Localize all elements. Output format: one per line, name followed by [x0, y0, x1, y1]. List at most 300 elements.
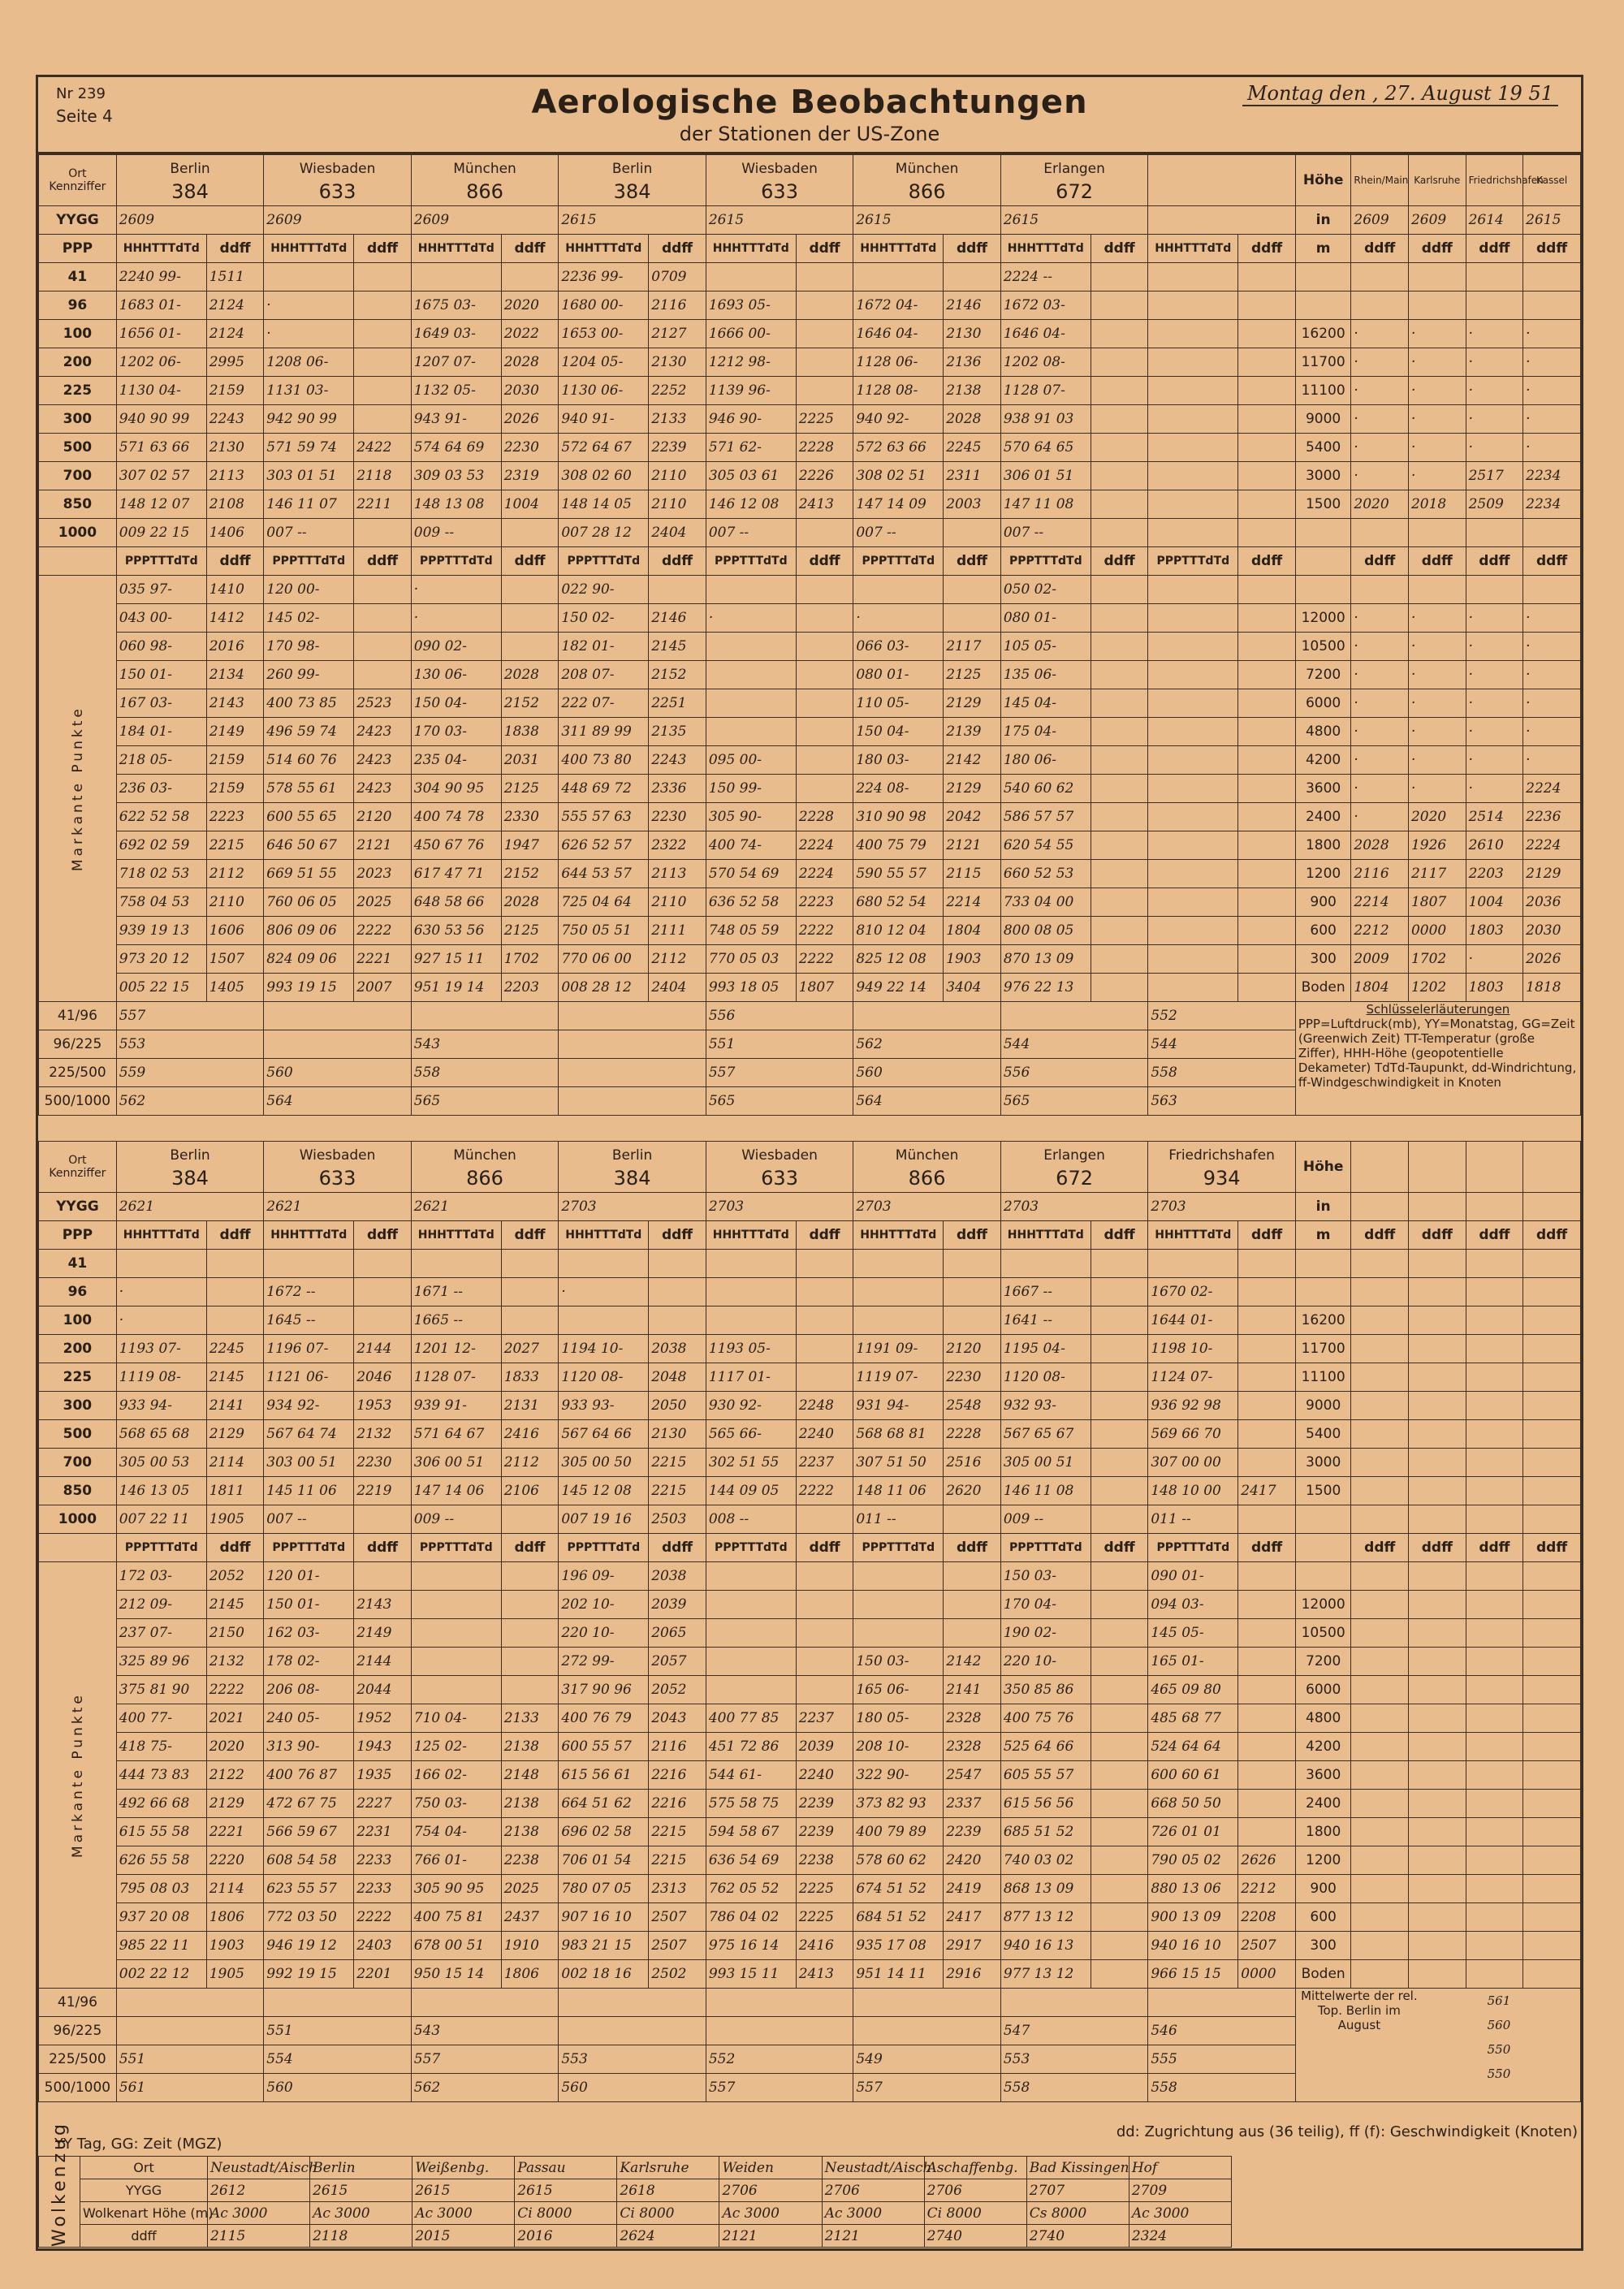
right-value: [1351, 1761, 1409, 1790]
value-cell: 900 13 09: [1148, 1903, 1238, 1932]
value-cell: [944, 1562, 1001, 1591]
value-cell: 2917: [944, 1932, 1001, 1960]
value-cell: 2237: [796, 1449, 853, 1477]
pressure-level: 700: [39, 462, 117, 490]
right-value: [1409, 1392, 1466, 1420]
right-value: [1409, 1818, 1466, 1846]
value-cell: [1148, 434, 1238, 462]
col-ddff: ddff: [1409, 1534, 1466, 1562]
wolkenzug-cell: 2709: [1129, 2179, 1231, 2202]
station-name: Wiesbaden: [299, 161, 376, 177]
value-cell: [944, 1250, 1001, 1278]
value-cell: 150 01-: [116, 661, 206, 689]
value-cell: [1238, 746, 1296, 775]
right-value: [1523, 1591, 1581, 1619]
value-cell: [1091, 1648, 1148, 1676]
value-cell: 2132: [354, 1420, 412, 1449]
value-cell: 007 --: [264, 1505, 354, 1534]
value-cell: 144 09 05: [706, 1477, 796, 1505]
value-cell: 2423: [354, 718, 412, 746]
value-cell: 235 04-: [411, 746, 501, 775]
value-cell: [501, 1619, 559, 1648]
value-cell: 936 92 98: [1148, 1392, 1238, 1420]
value-cell: 605 55 57: [1000, 1761, 1091, 1790]
value-cell: 2239: [796, 1790, 853, 1818]
value-cell: 938 91 03: [1000, 405, 1091, 434]
value-cell: 135 06-: [1000, 661, 1091, 689]
mk-row: [39, 1733, 1581, 1761]
value-cell: [1238, 263, 1296, 292]
value-cell: [501, 263, 559, 292]
height-value: [1295, 292, 1351, 320]
value-cell: 669 51 55: [264, 860, 354, 888]
station-header-row: [39, 155, 1581, 206]
height-value: 3600: [1295, 775, 1351, 803]
value-cell: 868 13 09: [1000, 1875, 1091, 1903]
right-value: [1351, 1648, 1409, 1676]
value-cell: 1807: [796, 974, 853, 1002]
value-cell: [1091, 718, 1148, 746]
value-cell: 570 54 69: [706, 860, 796, 888]
row-label: YYGG: [80, 2179, 208, 2202]
value-cell: 824 09 06: [264, 945, 354, 974]
value-cell: 146 13 05: [116, 1477, 206, 1505]
wolkenzug-cell: 2706: [924, 2179, 1026, 2202]
value-cell: [1148, 803, 1238, 831]
height-value: 10500: [1295, 633, 1351, 661]
value-cell: [264, 1250, 354, 1278]
wolkenzug-cell: Hof: [1129, 2157, 1231, 2179]
height-value: 3600: [1295, 1761, 1351, 1790]
value-cell: 110 05-: [853, 689, 944, 718]
value-cell: [649, 1306, 706, 1335]
value-cell: [706, 1306, 796, 1335]
value-cell: 973 20 12: [116, 945, 206, 974]
value-cell: 623 55 57: [264, 1875, 354, 1903]
mean-value: [853, 2017, 1001, 2045]
right-value: 2234: [1523, 462, 1581, 490]
right-value: 2030: [1523, 917, 1581, 945]
value-cell: 1194 10-: [559, 1335, 649, 1363]
height-value: Boden: [1295, 974, 1351, 1002]
value-cell: 2141: [206, 1392, 264, 1420]
value-cell: 680 52 54: [853, 888, 944, 917]
height-value: 16200: [1295, 320, 1351, 348]
value-cell: 2043: [649, 1704, 706, 1733]
mean-value: [1148, 1989, 1296, 2017]
wolkenzug-cell: 2706: [719, 2179, 822, 2202]
value-cell: [1238, 519, 1296, 547]
mk-row: [39, 1875, 1581, 1903]
height-value: 1500: [1295, 490, 1351, 519]
mk-row: [39, 803, 1581, 831]
value-cell: 2110: [649, 462, 706, 490]
value-cell: 011 --: [1148, 1505, 1238, 1534]
block2-table: [38, 1141, 1581, 2102]
value-cell: 600 55 57: [559, 1733, 649, 1761]
value-cell: 418 75-: [116, 1733, 206, 1761]
ppp-row: [39, 405, 1581, 434]
right-value: [1408, 576, 1466, 604]
mk-row: [39, 831, 1581, 860]
value-cell: [354, 1278, 412, 1306]
station-code: 384: [613, 180, 651, 203]
value-cell: 758 04 53: [116, 888, 206, 917]
right-station-2: [1466, 1142, 1523, 1193]
value-cell: 2025: [354, 888, 412, 917]
col-ddff: ddff: [1351, 235, 1409, 263]
station-4: [706, 1142, 853, 1193]
value-cell: 2230: [501, 434, 559, 462]
value-cell: 678 00 51: [411, 1932, 501, 1960]
value-cell: [1238, 292, 1296, 320]
value-cell: [354, 661, 412, 689]
value-cell: 400 76 79: [559, 1704, 649, 1733]
value-cell: ·: [853, 604, 944, 633]
value-cell: 2240: [796, 1420, 853, 1449]
right-value: [1523, 1420, 1581, 1449]
value-cell: 009 --: [411, 519, 501, 547]
blank: [1295, 547, 1351, 576]
col-ddff: ddff: [796, 1221, 853, 1250]
value-cell: 305 90 95: [411, 1875, 501, 1903]
value-cell: 2547: [944, 1761, 1001, 1790]
right-value: [1466, 519, 1523, 547]
wolkenzug-cell: Weißenbg.: [412, 2157, 515, 2179]
right-value: [1351, 1449, 1409, 1477]
right-station-0: [1351, 1142, 1409, 1193]
right-value: [1408, 292, 1466, 320]
value-cell: 2044: [354, 1676, 412, 1704]
mk-row: [39, 974, 1581, 1002]
right-value: 2009: [1351, 945, 1409, 974]
yygg-row: [39, 1193, 1581, 1221]
value-cell: 2138: [501, 1818, 559, 1846]
value-cell: 2129: [206, 1420, 264, 1449]
station-code: 866: [466, 180, 503, 203]
right-value: [1351, 1818, 1409, 1846]
value-cell: 2413: [796, 490, 853, 519]
mk-row: [39, 1619, 1581, 1648]
col-ddff: ddff: [649, 235, 706, 263]
value-cell: [1148, 831, 1238, 860]
value-cell: 1198 10-: [1148, 1335, 1238, 1363]
value-cell: [1238, 775, 1296, 803]
hoehe-m: m: [1295, 1221, 1351, 1250]
station-3: [559, 155, 706, 206]
value-cell: [1091, 1619, 1148, 1648]
value-cell: [1091, 1306, 1148, 1335]
value-cell: [796, 1250, 853, 1278]
value-cell: 308 02 51: [853, 462, 944, 490]
value-cell: 1670 02-: [1148, 1278, 1238, 1306]
value-cell: [411, 1648, 501, 1676]
mk-row: [39, 1562, 1581, 1591]
station-6: [1000, 1142, 1148, 1193]
right-value: [1351, 292, 1409, 320]
value-cell: 008 --: [706, 1505, 796, 1534]
value-cell: 2225: [796, 405, 853, 434]
value-cell: 2046: [354, 1363, 412, 1392]
value-cell: 2215: [649, 1846, 706, 1875]
value-cell: 2120: [944, 1335, 1001, 1363]
value-cell: 706 01 54: [559, 1846, 649, 1875]
right-value: [1466, 1704, 1523, 1733]
ort-label: Ort Kennziffer: [39, 1142, 117, 1193]
value-cell: 770 05 03: [706, 945, 796, 974]
value-cell: 2057: [649, 1648, 706, 1676]
wolkenzug-cell: 2121: [719, 2225, 822, 2248]
value-cell: 2112: [501, 1449, 559, 1477]
value-cell: 1666 00-: [706, 320, 796, 348]
value-cell: [354, 1250, 412, 1278]
value-cell: [1091, 1761, 1148, 1790]
ppp-row: [39, 434, 1581, 462]
value-cell: [796, 1648, 853, 1676]
ppp-label: PPP: [39, 235, 117, 263]
value-cell: 1806: [501, 1960, 559, 1989]
mean-value: [559, 1059, 706, 1087]
value-cell: [1148, 860, 1238, 888]
wolkenzug-cell: Ac 3000: [208, 2202, 310, 2225]
wolkenzug-cell: Neustadt/Aisch: [822, 2157, 924, 2179]
legend-box: [1295, 1002, 1580, 1116]
right-value: 2236: [1523, 803, 1581, 831]
station-name: Berlin: [611, 161, 653, 177]
value-cell: 1406: [206, 519, 264, 547]
value-cell: [1148, 945, 1238, 974]
right-value: [1466, 1335, 1523, 1363]
value-cell: [1238, 633, 1296, 661]
right-value: [1523, 1790, 1581, 1818]
value-cell: 2025: [501, 1875, 559, 1903]
value-cell: [501, 1505, 559, 1534]
ppp-row: [39, 1363, 1581, 1392]
value-cell: 2233: [354, 1846, 412, 1875]
markante-punkte-label: Markante Punkte: [39, 1562, 117, 1989]
mean-value: 544: [1000, 1030, 1148, 1059]
value-cell: 400 75 76: [1000, 1704, 1091, 1733]
wolkenzug-cell: 2015: [412, 2225, 515, 2248]
right-value: ·: [1408, 434, 1466, 462]
value-cell: [706, 1250, 796, 1278]
value-cell: 313 90-: [264, 1733, 354, 1761]
right-value: [1409, 1591, 1466, 1619]
right-value: ·: [1523, 661, 1581, 689]
pressure-level: 300: [39, 1392, 117, 1420]
value-cell: 2114: [206, 1875, 264, 1903]
right-value: [1351, 1676, 1409, 1704]
right-value: [1523, 1761, 1581, 1790]
value-cell: 2028: [501, 348, 559, 377]
value-cell: 2028: [944, 405, 1001, 434]
wolkenzug-cell: Karlsruhe: [617, 2157, 719, 2179]
right-value: 1818: [1523, 974, 1581, 1002]
value-cell: 2152: [501, 860, 559, 888]
value-cell: 305 00 51: [1000, 1449, 1091, 1477]
wolkenzug-cell: Cs 8000: [1026, 2202, 1129, 2225]
height-value: 3000: [1295, 462, 1351, 490]
col-ddff: ddff: [1408, 547, 1466, 576]
value-cell: 145 04-: [1000, 689, 1091, 718]
right-value: [1351, 1733, 1409, 1761]
right-value: ·: [1408, 689, 1466, 718]
mk-row: [39, 576, 1581, 604]
value-cell: 2133: [649, 405, 706, 434]
station-2: [411, 1142, 559, 1193]
value-cell: [1091, 604, 1148, 633]
value-cell: 272 99-: [559, 1648, 649, 1676]
value-cell: [796, 292, 853, 320]
ppp-row: [39, 1278, 1581, 1306]
value-cell: [1091, 945, 1148, 974]
mk-row: [39, 1790, 1581, 1818]
right-value: 2509: [1466, 490, 1523, 519]
value-cell: 2222: [206, 1676, 264, 1704]
blank: [39, 547, 117, 576]
value-cell: [1091, 661, 1148, 689]
value-cell: 306 00 51: [411, 1449, 501, 1477]
value-cell: 2125: [501, 775, 559, 803]
value-cell: 375 81 90: [116, 1676, 206, 1704]
value-cell: [796, 689, 853, 718]
col-hhh: HHHTTTdTd: [116, 1221, 206, 1250]
value-cell: 2111: [649, 917, 706, 945]
value-cell: 2243: [649, 746, 706, 775]
value-cell: [1091, 1676, 1148, 1704]
right-value: ·: [1408, 405, 1466, 434]
mean-value: 549: [853, 2045, 1001, 2074]
value-cell: [1091, 519, 1148, 547]
value-cell: 578 55 61: [264, 775, 354, 803]
value-cell: 309 03 53: [411, 462, 501, 490]
value-cell: 145 12 08: [559, 1477, 649, 1505]
mittelwerte-label: Mittelwerte der rel. Top. Berlin im August: [1301, 1989, 1418, 2032]
ppp-label: PPP: [39, 1221, 117, 1250]
value-cell: [1148, 974, 1238, 1002]
station-code: 384: [171, 1167, 209, 1190]
height-value: 3000: [1295, 1449, 1351, 1477]
col-ddff: ddff: [501, 1221, 559, 1250]
value-cell: 009 --: [1000, 1505, 1091, 1534]
value-cell: 977 13 12: [1000, 1960, 1091, 1989]
value-cell: 2020: [501, 292, 559, 320]
value-cell: 2422: [354, 434, 412, 462]
wolkenzug-cell: 2324: [1129, 2225, 1231, 2248]
col-ppp: PPPTTTdTd: [1148, 547, 1238, 576]
value-cell: 400 73 85: [264, 689, 354, 718]
value-cell: 147 14 09: [853, 490, 944, 519]
value-cell: [354, 1562, 412, 1591]
col-ddff: ddff: [796, 235, 853, 263]
value-cell: 2134: [206, 661, 264, 689]
value-cell: [1091, 831, 1148, 860]
station-name: Erlangen: [1043, 161, 1105, 177]
value-cell: 544 61-: [706, 1761, 796, 1790]
value-cell: 660 52 53: [1000, 860, 1091, 888]
value-cell: [796, 746, 853, 775]
value-cell: 1646 04-: [853, 320, 944, 348]
value-cell: 148 12 07: [116, 490, 206, 519]
value-cell: 146 11 08: [1000, 1477, 1091, 1505]
value-cell: 555 57 63: [559, 803, 649, 831]
ppp-row: [39, 1449, 1581, 1477]
value-cell: 1806: [206, 1903, 264, 1932]
ppp-row: [39, 1420, 1581, 1449]
value-cell: 2143: [354, 1591, 412, 1619]
col-ddff: ddff: [501, 1534, 559, 1562]
value-cell: [1091, 746, 1148, 775]
value-cell: 150 01-: [264, 1591, 354, 1619]
value-cell: [1091, 320, 1148, 348]
height-value: 4200: [1295, 746, 1351, 775]
right-value: [1523, 1903, 1581, 1932]
value-cell: 2212: [1238, 1875, 1296, 1903]
right-value: [1466, 576, 1523, 604]
value-cell: 2038: [649, 1562, 706, 1591]
wolkenzug-cell: 2615: [310, 2179, 412, 2202]
value-cell: 150 99-: [706, 775, 796, 803]
height-value: [1295, 1278, 1351, 1306]
height-value: 9000: [1295, 1392, 1351, 1420]
value-cell: [1148, 775, 1238, 803]
value-cell: 1130 06-: [559, 377, 649, 405]
pressure-level: 41: [39, 1250, 117, 1278]
station-5: [853, 1142, 1001, 1193]
right-value: 2020: [1408, 803, 1466, 831]
mean-value: 557: [411, 2045, 559, 2074]
value-cell: 2416: [501, 1420, 559, 1449]
right-value: [1409, 1648, 1466, 1676]
issue-number: Nr 239: [56, 85, 106, 102]
value-cell: 1196 07-: [264, 1335, 354, 1363]
right-value: [1523, 1449, 1581, 1477]
col-ddff: ddff: [206, 547, 264, 576]
wolkenzug-row: [39, 2202, 1232, 2225]
value-cell: ·: [559, 1278, 649, 1306]
ppp-row: [39, 462, 1581, 490]
value-cell: 2239: [944, 1818, 1001, 1846]
wolkenzug-cell: Ac 3000: [310, 2202, 412, 2225]
value-cell: 2141: [944, 1676, 1001, 1704]
value-cell: 754 04-: [411, 1818, 501, 1846]
height-value: 6000: [1295, 1676, 1351, 1704]
value-cell: [116, 1250, 206, 1278]
station-yygg: 2609: [264, 206, 412, 235]
value-cell: 125 02-: [411, 1733, 501, 1761]
right-value: ·: [1351, 661, 1409, 689]
mittelwert: 560: [1487, 2018, 1511, 2032]
value-cell: 1804: [944, 917, 1001, 945]
value-cell: 2028: [501, 888, 559, 917]
value-cell: [796, 1306, 853, 1335]
value-cell: [1238, 1306, 1296, 1335]
right-value: [1409, 1733, 1466, 1761]
value-cell: 1208 06-: [264, 348, 354, 377]
col-hhh: HHHTTTdTd: [1148, 1221, 1238, 1250]
value-cell: 212 09-: [116, 1591, 206, 1619]
ppp-row: [39, 1392, 1581, 1420]
value-cell: 1193 05-: [706, 1335, 796, 1363]
right-value: [1351, 1790, 1409, 1818]
value-cell: 590 55 57: [853, 860, 944, 888]
station-yygg: 2615: [559, 206, 706, 235]
value-cell: 951 19 14: [411, 974, 501, 1002]
value-cell: 170 98-: [264, 633, 354, 661]
right-value: [1523, 263, 1581, 292]
value-cell: [1091, 1818, 1148, 1846]
value-cell: 2219: [354, 1477, 412, 1505]
